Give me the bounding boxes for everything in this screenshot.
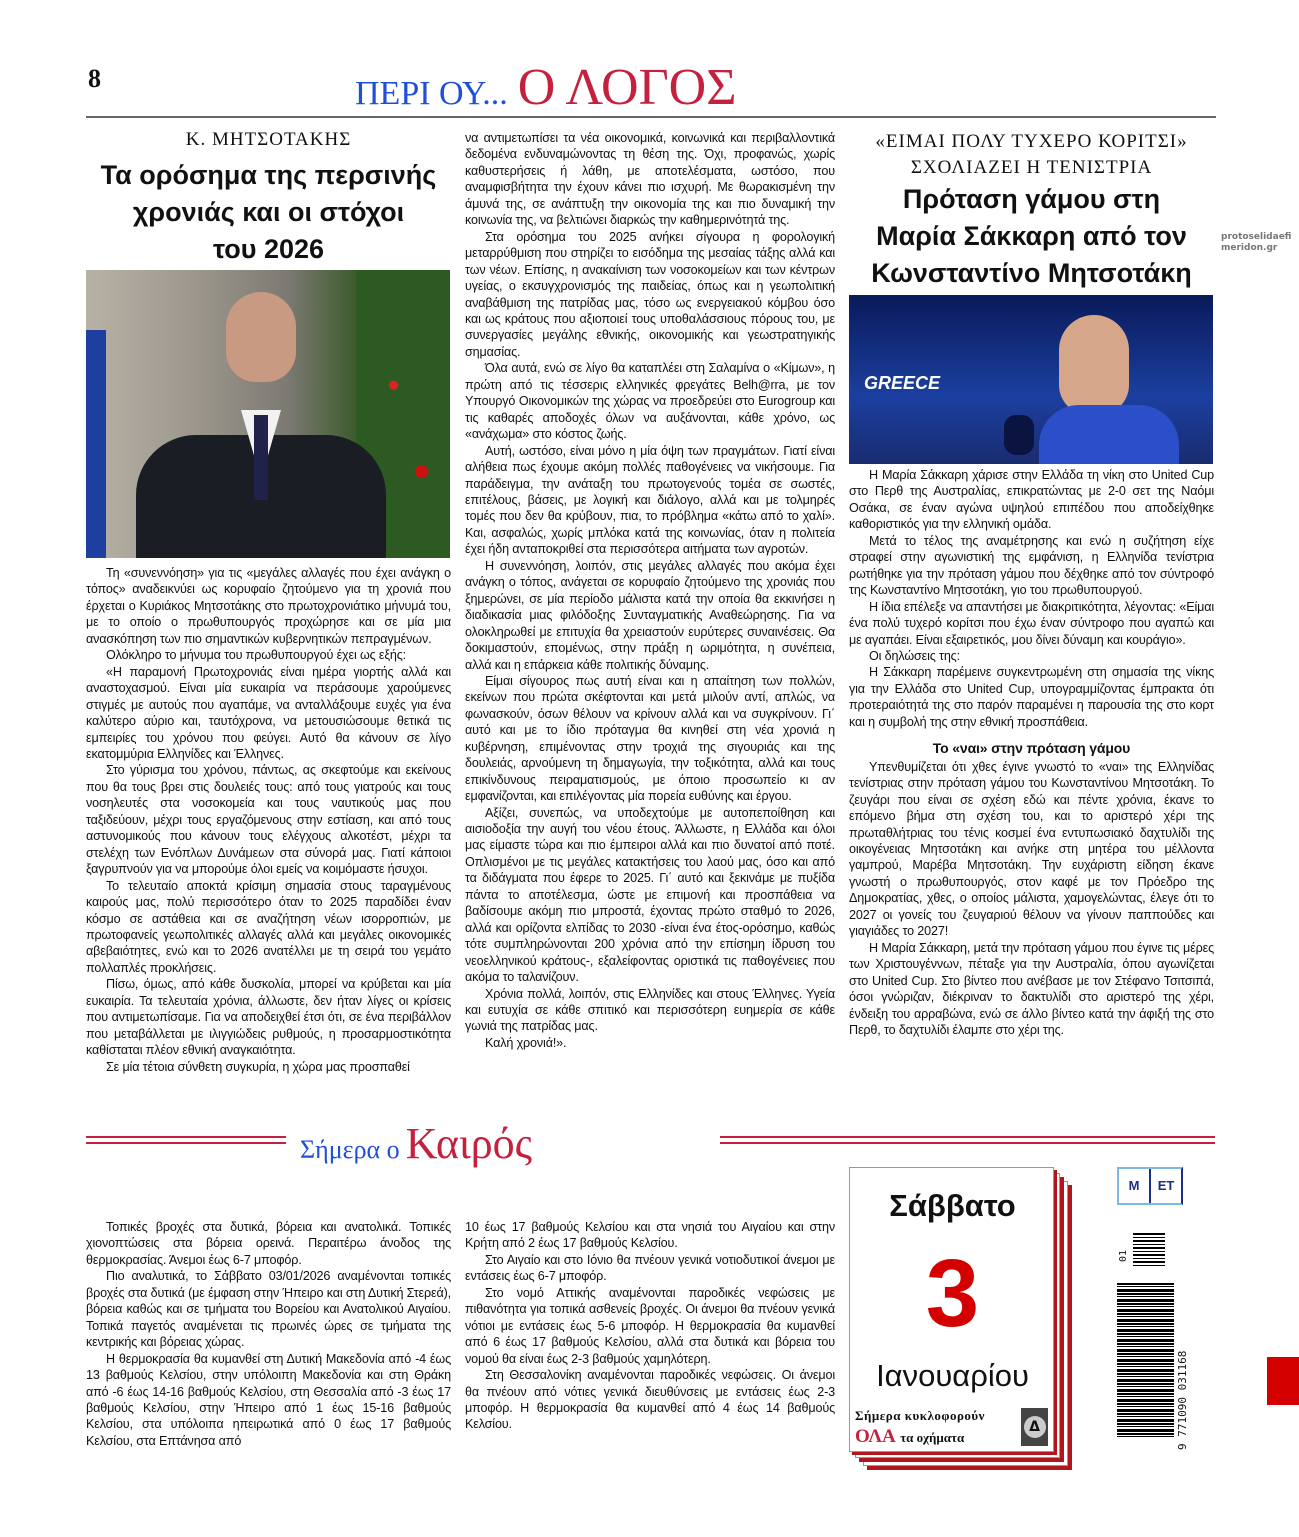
paragraph: Υπενθυμίζεται ότι χθες έγινε γνωστό το «ναι» της Ελληνίδας τενίστριας στην πρόταση γάμου του Κωνσταντίνου Μητσοτάκη. Το ζευγάρι που είναι σε σχέση εδώ και πέντε χρόνια, έκανε το επόμενο βήμα στη σχέση του, και το αριστερό χέρι της πρωταθλήτριας του τένις κοσμεί ένα εντυπωσιακό δαχτυλίδι της οικογένειας Μητσοτάκη και ανήκε στη μητέρα του μέλλοντα γαμπρού, Μαρέβα Μητσοτάκη. Την ευχάριστη είδηση έκανε γνωστή ο πρωθυπουργός, στον καφέ με τον Πρόεδρο της Δημοκρατίας, χθες, ο οποίος μάλιστα, χαμογελώντας, έλεγε ότι το 2027 οι γονείς του ζευγαριού θέλουν να γίνουν παππούδες και γιαγιάδες το 2027! bbox=[849, 759, 1214, 939]
logo-right: ΕΤ bbox=[1157, 1178, 1175, 1193]
weather-body-left bbox=[86, 1219, 451, 1449]
book-logo-icon bbox=[1117, 1167, 1183, 1205]
paragraph: να αντιμετωπίσει τα νέα οικονομικά, κοινωνικά και περιβαλλοντικά δεδομένα ενδυναμώνοντας τη θέση της. Όχι, προφανώς, χωρίς καθυστερήσεις ή λάθη, με αποτελέσματα, ωστόσο, που αναμφισβήτητα την έχουν κάνει πιο ισχυρή. Με θωρακισμένη την άμυνά της, σε ανάπτυξη την οικονομία της και πιο δυναμική την κοινωνία της, να βελτιώνει διαρκώς την καθημερινότητά της. bbox=[465, 131, 835, 228]
notice-text: τα οχήματα bbox=[900, 1430, 965, 1445]
weather-body-middle bbox=[465, 1219, 835, 1433]
weather-title-prefix: Σήμερα ο bbox=[300, 1135, 400, 1164]
paragraph: Στη Θεσσαλονίκη αναμένονται παροδικές νεφώσεις. Οι άνεμοι θα πνέουν από νότιες γενικά διευθύνσεις με εντάσεις έως 2-3 μποφόρ. Η θερμοκρασία θα κυμανθεί από 4 έως 14 βαθμούς Κελσίου. bbox=[465, 1368, 835, 1432]
kicker-line: «ΕΙΜΑΙ ΠΟΛΥ ΤΥΧΕΡΟ ΚΟΡΙΤΣΙ» bbox=[875, 131, 1188, 152]
paragraph: «Η παραμονή Πρωτοχρονιάς είναι ημέρα γιορτής αλλά και αναστοχασμού. Είναι μία ευκαιρία να περάσουμε χαρούμενες στιγμές με αυτούς που αγαπάμε, να ανταλλάξουμε ευχές για ένα καλύτερο αύριο και, ταυτόχρονα, να μετουσιώσουμε θετικά τις εμπειρίες του χρόνου που φεύγει. Αυτό θα κάνουν σε λίγο εκατομμύρια Ελληνίδες και Έλληνες. bbox=[86, 664, 451, 761]
weather-rule-left bbox=[86, 1136, 286, 1144]
photo-caption-text: GREECE bbox=[864, 373, 941, 393]
paragraph: Το τελευταίο αποκτά κρίσιμη σημασία στους ταραγμένους καιρούς μας, πολύ περισσότερο όταν το 2025 παραδίδει έναν κόσμο σε αστάθεια και σε αναζήτηση νέων ισορροπιών, με πρωτοφανείς γεωπολιτικές αλλαγές αλλά και μεγάλες οικονομικές αβεβαιότητες, ενώ και το 2026 ανατέλλει με τη σειρά του γεμάτο πολλαπλές προκλήσεις. bbox=[86, 878, 451, 975]
badge-letter: Δ bbox=[1024, 1416, 1046, 1438]
paragraph: Αυτή, ωστόσο, είναι μόνο η μία όψη των πραγμάτων. Γιατί είναι αλήθεια πως έχουμε ακόμη πολλές παθογένειες να νικήσουμε. Για παράδειγμα, την ανάταξη του πρωτογενούς τομέα σε σωστές, επιτέλους, βάσεις, με λογική και διάλογο, αλλά και με τολμηρές τομές που δεν θα κρύβουν, πια, το πρόβλημα «κάτω από το χαλί». Και, ασφαλώς, χωρίς μπλόκα κατά της κοινωνίας, όταν η πολιτεία έχει ήδη ανταποκριθεί στα περισσότερα αιτήματα των αγροτών. bbox=[465, 443, 835, 557]
paragraph: Η θερμοκρασία θα κυμανθεί στη Δυτική Μακεδονία από -4 έως 13 βαθμούς Κελσίου, στην υπόλοιπη Μακεδονία και στη Θράκη από -6 έως 14-16 βαθμούς Κελσίου, στη Θεσσαλία από -3 έως 17 βαθμούς Κελσίου, στην Ήπειρο από 1 έως 15-16 βαθμούς Κελσίου, στα υπόλοιπα ηπειρωτικά από 0 έως 17 βαθμούς Κελσίου, στα Επτάνησα από bbox=[86, 1351, 451, 1448]
paragraph: Πιο αναλυτικά, το Σάββατο 03/01/2026 αναμένονται τοπικές βροχές στα δυτικά (με έμφαση στην Ήπειρο και στη Δυτική Στερεά), βόρεια καθώς και σε τμήματα του Βορείου και Ανατολικού Αιγαίου. Τοπικά παγετός αναμένεται τις πρωινές ώρες σε τμήματα της κεντρικής και βόρειας χώρας. bbox=[86, 1269, 451, 1350]
paragraph: Ολόκληρο το μήνυμα του πρωθυπουργού έχει ως εξής: bbox=[106, 648, 406, 663]
paragraph: Μετά το τέλος της αναμέτρησης και ενώ η συζήτηση είχε στραφεί στην αγωνιστική της εμφάνιση, η Ελληνίδα τενίστρια ρωτήθηκε για την πρόταση γάμου που δέχθηκε από τον σύντροφό της Κωνσταντίνο Μητσοτάκη, γιο του πρωθυπουργού. bbox=[849, 533, 1214, 598]
barcode-addon bbox=[1133, 1233, 1165, 1266]
title-line: Κωνσταντίνο Μητσοτάκη bbox=[871, 258, 1192, 288]
paragraph: Η Μαρία Σάκκαρη χάρισε στην Ελλάδα τη νίκη στο United Cup στο Περθ της Αυστραλίας, επικρατώντας με 2-0 σετ της Ναόμι Οσάκα, σε έναν αγώνα υψηλού επιπέδου που αποδείχθηκε καθοριστικός για την ελληνική ομάδα. bbox=[849, 468, 1214, 532]
traffic-notice: Σήμερα κυκλοφορούν bbox=[855, 1408, 985, 1423]
barcode-digit: 771090 bbox=[1176, 1397, 1189, 1437]
article1-body-left bbox=[86, 565, 451, 1075]
paragraph: Στο γύρισμα του χρόνου, πάντως, ας σκεφτούμε και εκείνους που θα τους βρει στις δουλειές τους: από τους γιατρούς και τους νοσηλευτές στα νοσοκομεία και τους ναυτικούς μας που ταξιδεύουν, μέχρι τους εργαζόμενους στην εστίαση, και από τους αστυνομικούς που κάνουν τους ελέγχους αλκοτέστ, μέχρι τα στελέχη των Ενόπλων Δυνάμεων στα σύνορά μας. Γιατί κάποιοι ξαγρυπνούν για να μπορούμε όλοι εμείς να κοιμόμαστε ήσυχοι. bbox=[86, 763, 451, 877]
paragraph: Χρόνια πολλά, λοιπόν, στις Ελληνίδες και στους Έλληνες. Υγεία και ευτυχία σε κάθε σπιτικό και περισσότερη ευημερία σε κάθε γωνιά της πατρίδας μας. bbox=[465, 986, 835, 1034]
article2-photo bbox=[849, 295, 1213, 464]
barcode-issue: 01 bbox=[1118, 1249, 1129, 1262]
notice-emphasis: ΟΛΑ bbox=[855, 1426, 896, 1447]
barcode bbox=[1117, 1283, 1174, 1438]
paragraph: Τη «συνεννόηση» για τις «μεγάλες αλλαγές που έχει ανάγκη ο τόπος» αναδεικνύει ως κορυφαίο ζητούμενο για τη χρονιά που έρχεται ο Κυριάκος Μητσοτάκης στο πρωτοχρονιάτικο μήνυμά του, με το οποίο ο πρωθυπουργός προχώρησε και σε μία μια ανασκόπηση των πιο σημαντικών κυβερνητικών πεπραγμένων. bbox=[86, 566, 451, 646]
title-line: του 2026 bbox=[212, 234, 325, 264]
paragraph: Στο νομό Αττικής αναμένονται παροδικές νεφώσεις με πιθανότητα για τοπικά ασθενείς βροχές. Οι άνεμοι θα πνέουν γενικά νότιοι με εντάσεις έως 5-6 μποφόρ. Η θερμοκρασία θα κυμανθεί από 6 έως 17 βαθμούς Κελσίου, αλλά στα δυτικά και βόρεια του νομού θα είναι έως 2-3 βαθμούς χαμηλότερη. bbox=[465, 1285, 835, 1366]
masthead bbox=[355, 58, 736, 117]
paragraph: Πίσω, όμως, από κάθε δυσκολία, μπορεί να κρύβεται και μία ευκαιρία. Τα τελευταία χρόνια, άλλωστε, δεν ήταν λίγες οι κρίσεις που αντιμετωπίσαμε. Για να αποδειχθεί έτσι ότι, σε ένα περιβάλλον που μεταβάλλεται με ιλιγγιώδεις ρυθμούς, η προσαρμοστικότητα καθίσταται πλέον εθνική αναγκαιότητα. bbox=[86, 977, 451, 1058]
date-calendar bbox=[849, 1167, 1054, 1452]
date-month: Ιανουαρίου bbox=[876, 1358, 1029, 1393]
paragraph: Είμαι σίγουρος πως αυτή είναι και η απαίτηση των πολλών, εκείνων που πρώτα σκέφτονται και μετά μιλούν αντί, απλώς, να φωνασκούν, όσων θέλουν να κρίνουν αλλά και να συγκρίνουν. Γι΄ αυτό και με το ίδιο πρόταγμα θα κινηθεί στη νέα χρονιά η κυβέρνηση, επιμένοντας στην τροχιά της σιγουριάς και της δουλειάς, αρνούμενη τη δημαγωγία, την τοξικότητα, αλλά και τους επικίνδυνους πειραματισμούς, με όποιο προσωπείο κι αν εμφανίζονται, και επιλέγοντας μία πορεία ευθύνης και έργου. bbox=[465, 673, 835, 804]
kicker-line: ΣΧΟΛΙΑΖΕΙ Η ΤΕΝΙΣΤΡΙΑ bbox=[910, 157, 1153, 178]
paragraph: Οι δηλώσεις της: bbox=[869, 648, 960, 663]
weather-title bbox=[300, 1118, 532, 1169]
title-line: Τα ορόσημα της περσινής bbox=[100, 160, 437, 190]
article2-kicker bbox=[849, 129, 1214, 181]
weather-title-main: Καιρός bbox=[405, 1119, 533, 1168]
article2-body bbox=[849, 467, 1214, 1038]
article1-title bbox=[86, 157, 451, 268]
article2-title bbox=[849, 181, 1214, 292]
traffic-notice-2 bbox=[855, 1426, 964, 1448]
paragraph: Καλή χρονιά!». bbox=[485, 1035, 567, 1050]
paragraph: Όλα αυτά, ενώ σε λίγο θα καταπλέει στη Σαλαμίνα ο «Κίμων», η πρώτη από τις τέσσερις ελληνικές φρεγάτες Belh@rra, με τον Υπουργό Οικονομικών της χώρας να προεδρεύει στο Eurogroup και τις καθαρές αποδοχές όλων να αυξάνονται, κάθε χρόνο, ως «ανάχωμα» στο κόστος ζωής. bbox=[465, 361, 835, 442]
logo-left: Μ bbox=[1119, 1169, 1151, 1203]
title-line: Πρόταση γάμου στη bbox=[902, 184, 1161, 214]
watermark: protoselidaefimeridon.gr bbox=[1221, 232, 1292, 253]
paragraph: Σε μία τέτοια σύνθετη συγκυρία, η χώρα μας προσπαθεί bbox=[106, 1059, 410, 1074]
paragraph: Τοπικές βροχές στα δυτικά, βόρεια και ανατολικά. Τοπικές χιονοπτώσεις στα βόρεια ορεινά. Περαιτέρω άνοδος της θερμοκρασίας. Άνεμοι έως 6-7 μποφόρ. bbox=[86, 1220, 451, 1267]
masthead-prefix: ΠΕΡΙ ΟΥ... bbox=[355, 75, 508, 112]
paragraph: Η Μαρία Σάκκαρη, μετά την πρόταση γάμου που έγινε τις μέρες των Χριστουγέννων, πέταξε για την Αυστραλία, όπου αγωνίζεται στο United Cup. Στο βίντεο που ανέβασε με τον Στέφανο Τσιτσιπά, όσοι γνώριζαν, διέκριναν το δακτυλίδι στο αριστερό της χέρι, ένδειξη του αρραβώνα, ενώ σε άλλο βίντεο κατά την άφιξή της στο Περθ, το δαχτυλίδι έλαμπε στο χέρι της. bbox=[849, 940, 1214, 1037]
page-number: 8 bbox=[88, 64, 101, 93]
title-line: χρονιάς και οι στόχοι bbox=[132, 197, 405, 227]
barcode-digits bbox=[1176, 1351, 1189, 1450]
date-number: 3 bbox=[925, 1240, 980, 1347]
paragraph: Αξίζει, συνεπώς, να υποδεχτούμε με αυτοπεποίθηση και αισιοδοξία την αυγή του νέου έτους. Άλλωστε, η Ελλάδα και όλοι μας είμαστε τώρα και πιο έμπειροι αλλά και πιο δυνατοί από ποτέ. Οπλισμένοι με τις μεγάλες κατακτήσεις του λαού μας, όσο και από τα διδάγματα που έφερε το 2025. Γι΄ αυτό και ξεκινάμε με πυξίδα πάντα το αποτέλεσμα, ώστε με επιμονή και προσπάθεια να βαδίσουμε ακόμη πιο μπροστά, έχοντας πρώτο σταθμό το 2026, αλλά και ορίζοντα ελπίδας το 2030 -είναι ένα έτος-ορόσημο, καθώς τότε συμπληρώνονται 200 χρόνια από την επίσημη ίδρυση του νεοελληνικού κράτους-, εξαλείφοντας οριστικά τις παθογένειες που ακόμα το ταλανίζουν. bbox=[465, 805, 835, 985]
traffic-badge-icon bbox=[1021, 1408, 1048, 1446]
top-divider bbox=[86, 116, 1216, 118]
article1-photo bbox=[86, 270, 450, 558]
paragraph: Στα ορόσημα του 2025 ανήκει σίγουρα η φορολογική μεταρρύθμιση που στηρίζει το εισόδημα της μεσαίας τάξης αλλά και των νέων. Επίσης, η ανακαίνιση των νοσοκομείων και των κέντρων υγείας, ο εκσυγχρονισμός της παιδείας, όπως και η γεωπολιτική αναβάθμιση της πατρίδας μας, τόσο ως ενεργειακού κόμβου όσο και ως κράτους που αξιοποιεί τους υποθαλάσσιους πόρους του, με συνεργασίες μεγάλης εθνικής, οικονομικής και γεωστρατηγικής σημασίας. bbox=[465, 229, 835, 359]
barcode-digit: 9 bbox=[1176, 1443, 1189, 1450]
paragraph: Η ίδια επέλεξε να απαντήσει με διακριτικότητα, λέγοντας: «Είμαι ένα πολύ τυχερό κορίτσι που έχω έναν σύντροφο που αγαπώ και με αγαπάει. Είναι εξαιρετικός, μου δίνει δύναμη και κουράγιο». bbox=[849, 599, 1214, 647]
paragraph: Στο Αιγαίο και στο Ιόνιο θα πνέουν γενικά νοτιοδυτικοί άνεμοι με εντάσεις έως 6-7 μποφόρ. bbox=[465, 1252, 835, 1284]
article1-kicker: Κ. ΜΗΤΣΟΤΑΚΗΣ bbox=[185, 129, 352, 150]
paragraph: Η συνεννόηση, λοιπόν, στις μεγάλες αλλαγές που ακόμα έχει ανάγκη ο τόπος, ανάγεται σε κορυφαίο ζητούμενο της χρονιάς που ξημερώνει, σε μία περίοδο μάλιστα κατά την οποία θα εκκινήσει η διαδικασία μιας φιλόδοξης Συνταγματικής Αναθεώρησης. Για να ολοκληρωθεί με επιτυχία θα χρειαστούν ευρύτερες συναινέσεις. Θα δοκιμαστούν, επομένως, στην πράξη η ωριμότητα, η συνέπεια, αλλά και η επάρκεια κάθε πολιτικής δύναμης. bbox=[465, 558, 835, 672]
date-day: Σάββατο bbox=[889, 1188, 1016, 1223]
paragraph: Η Σάκκαρη παρέμεινε συγκεντρωμένη στη σημασία της νίκης για την Ελλάδα στο United Cup, υπογραμμίζοντας έμπρακτα ότι προτεραιότητά της στο παρόν παραμένει η παρουσία της στο κορτ και η συμβολή της στην εθνική προσπάθεια. bbox=[849, 665, 1214, 729]
masthead-title: Ο ΛΟΓΟΣ bbox=[517, 59, 737, 116]
title-line: Μαρία Σάκκαρη από τον bbox=[876, 221, 1187, 251]
article2-subheading: Το «ναι» στην πρόταση γάμου bbox=[932, 740, 1131, 757]
barcode-digit: 031168 bbox=[1176, 1350, 1189, 1391]
article1-body-middle bbox=[465, 130, 835, 1051]
page-edge-marker bbox=[1267, 1357, 1299, 1405]
weather-rule-right bbox=[720, 1136, 1215, 1144]
paragraph: 10 έως 17 βαθμούς Κελσίου και στα νησιά του Αιγαίου και στην Κρήτη από 2 έως 17 βαθμούς Κελσίου. bbox=[465, 1220, 835, 1251]
